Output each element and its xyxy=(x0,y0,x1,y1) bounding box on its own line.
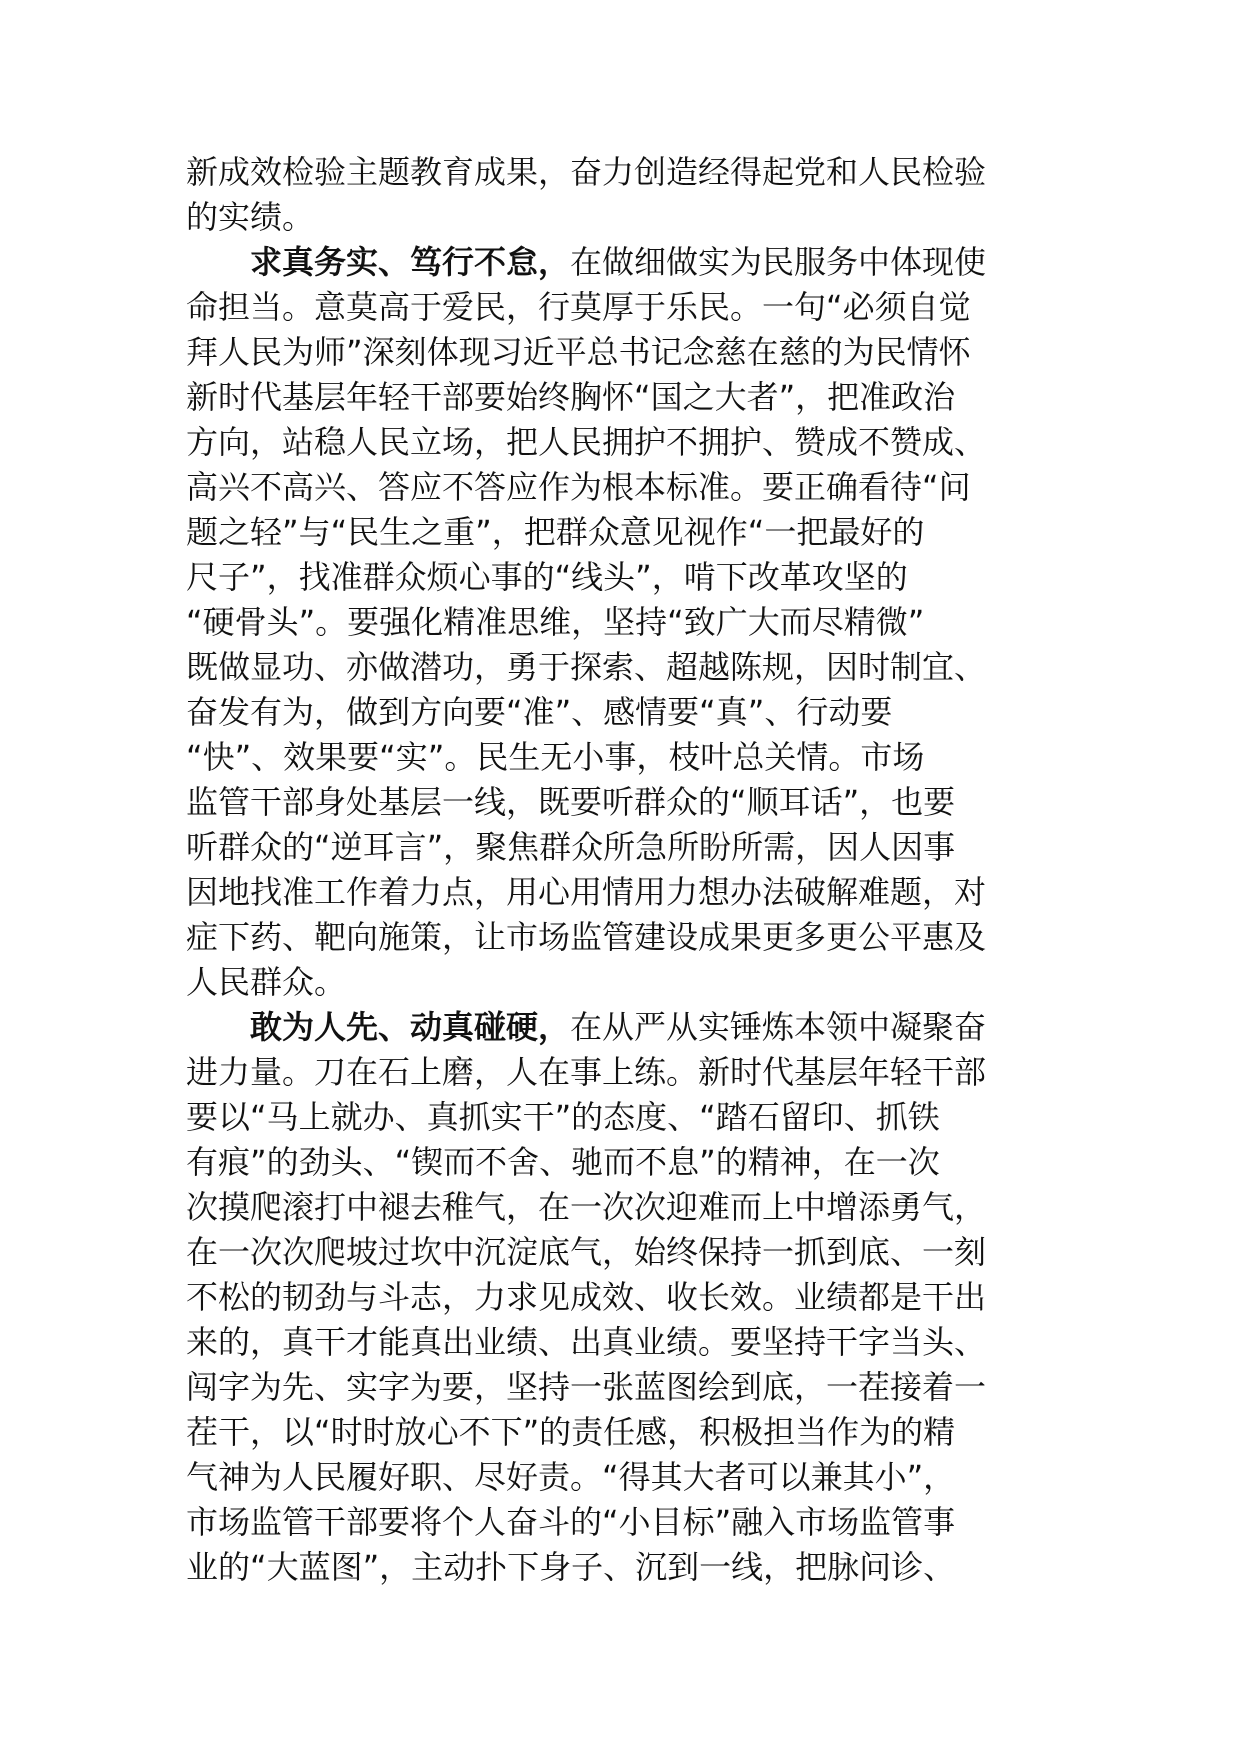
paragraph-2 xyxy=(186,240,1056,1005)
text-line: 尺子”，找准群众烦心事的“线头”，啃下改革攻坚的 xyxy=(186,558,908,596)
paragraph-lead-heading: 敢为人先、动真碰硬， xyxy=(250,1008,571,1046)
text-line xyxy=(186,240,1056,285)
text-line: 听群众的“逆耳言”，聚焦群众所急所盼所需，因人因事 xyxy=(186,828,956,866)
document-body xyxy=(186,150,1056,1590)
text-line: 题之轻”与“民生之重”，把群众意见视作“一把最好的 xyxy=(186,513,925,551)
text-line: 要以“马上就办、真抓实干”的态度、“踏石留印、抓铁 xyxy=(186,1098,940,1136)
text-line: 方向，站稳人民立场，把人民拥护不拥护、赞成不赞成、 xyxy=(186,423,987,461)
text-line: “快”、效果要“实”。民生无小事，枝叶总关情。市场 xyxy=(186,738,925,776)
text-line: 有痕”的劲头、“锲而不舍、驰而不息”的精神，在一次 xyxy=(186,1143,940,1181)
text-line: 不松的韧劲与斗志，力求见成效、收长效。业绩都是干出 xyxy=(186,1278,987,1316)
text-segment: 在做细做实为民服务中体现使 xyxy=(570,243,987,281)
text-line: 气神为人民履好职、尽好责。“得其大者可以兼其小”， xyxy=(186,1458,956,1496)
text-line: 症下药、靶向施策，让市场监管建设成果更多更公平惠及 xyxy=(186,918,987,956)
text-line: 新成效检验主题教育成果，奋力创造经得起党和人民检验 xyxy=(186,153,987,191)
text-line: 市场监管干部要将个人奋斗的“小目标”融入市场监管事 xyxy=(186,1503,956,1541)
text-line: 高兴不高兴、答应不答应作为根本标准。要正确看待“问 xyxy=(186,468,971,506)
text-line: 新时代基层年轻干部要始终胸怀“国之大者”，把准政治 xyxy=(186,378,956,416)
text-line: 既做显功、亦做潜功，勇于探索、超越陈规，因时制宜、 xyxy=(186,648,987,686)
text-segment: 在从严从实锤炼本领中凝聚奋 xyxy=(570,1008,987,1046)
text-line: 业的“大蓝图”，主动扑下身子、沉到一线，把脉问诊、 xyxy=(186,1548,956,1586)
text-line: 闯字为先、实字为要，坚持一张蓝图绘到底，一茬接着一 xyxy=(186,1368,987,1406)
text-line: 拜人民为师”深刻体现习近平总书记念慈在慈的为民情怀 xyxy=(186,333,971,371)
text-line: 在一次次爬坡过坎中沉淀底气，始终保持一抓到底、一刻 xyxy=(186,1233,987,1271)
paragraph-1 xyxy=(186,150,1056,240)
text-line: 监管干部身处基层一线，既要听群众的“顺耳话”，也要 xyxy=(186,783,956,821)
text-line: “硬骨头”。要强化精准思维，坚持“致广大而尽精微” xyxy=(186,603,925,641)
text-line: 命担当。意莫高于爱民，行莫厚于乐民。一句“必须自觉 xyxy=(186,288,971,326)
paragraph-lead-heading: 求真务实、笃行不怠， xyxy=(250,243,571,281)
text-line: 因地找准工作着力点，用心用情用力想办法破解难题，对 xyxy=(186,873,987,911)
text-line: 的实绩。 xyxy=(186,198,315,236)
text-line: 奋发有为，做到方向要“准”、感情要“真”、行动要 xyxy=(186,693,893,731)
text-line: 人民群众。 xyxy=(186,963,347,1001)
text-line: 进力量。刀在石上磨，人在事上练。新时代基层年轻干部 xyxy=(186,1053,987,1091)
text-line: 次摸爬滚打中褪去稚气，在一次次迎难而上中增添勇气， xyxy=(186,1188,987,1226)
text-line xyxy=(186,1005,1056,1050)
text-line: 来的，真干才能真出业绩、出真业绩。要坚持干字当头、 xyxy=(186,1323,987,1361)
text-line: 茬干，以“时时放心不下”的责任感，积极担当作为的精 xyxy=(186,1413,956,1451)
paragraph-3 xyxy=(186,1005,1056,1590)
